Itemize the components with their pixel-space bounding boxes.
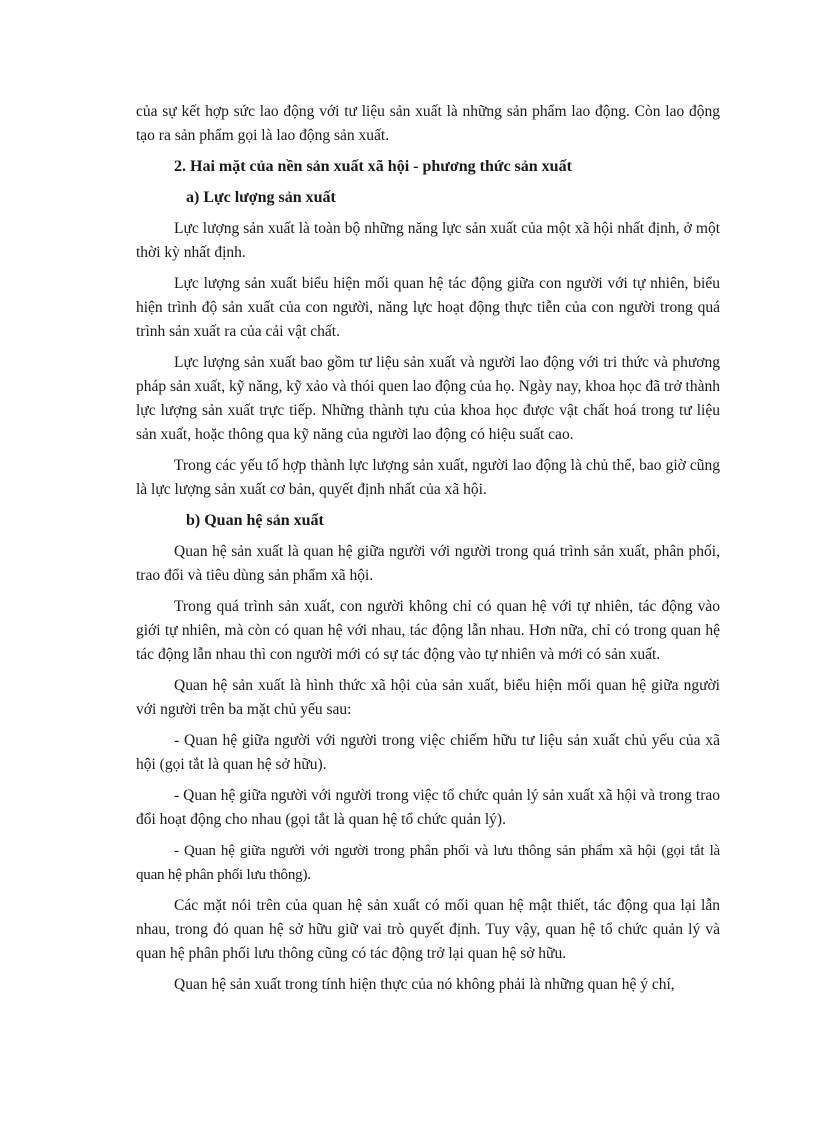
- page-content: [136, 100, 720, 1004]
- paragraph: Quan hệ sản xuất là quan hệ giữa người với người trong quá trình sản xuất, phân phối, trao đổi và tiêu dùng sản phẩm xã hội.: [136, 543, 720, 584]
- paragraph: Lực lượng sản xuất biểu hiện mối quan hệ tác động giữa con người với tự nhiên, biểu hiện trình độ sản xuất của con người, năng lực hoạt động thực tiễn của con người trong quá trình sản xuất ra của cải vật chất.: [136, 275, 720, 340]
- list-paragraph: - Quan hệ giữa người với người trong phân phối và lưu thông sản phẩm xã hội (gọi tắt là quan hệ phân phối lưu thông).: [136, 843, 720, 883]
- paragraph: Lực lượng sản xuất là toàn bộ những năng lực sản xuất của một xã hội nhất định, ở một thời kỳ nhất định.: [136, 220, 720, 261]
- subsection-heading-b: b) Quan hệ sản xuất: [186, 512, 324, 529]
- list-paragraph: - Quan hệ giữa người với người trong việc tổ chức quản lý sản xuất xã hội và trong trao đổi hoạt động cho nhau (gọi tắt là quan hệ tổ chức quản lý).: [136, 787, 720, 828]
- paragraph-continued: của sự kết hợp sức lao động với tư liệu sản xuất là những sản phẩm lao động. Còn lao động tạo ra sản phẩm gọi là lao động sản xuất.: [136, 103, 720, 144]
- subsection-heading-a: a) Lực lượng sản xuất: [186, 189, 336, 206]
- paragraph: Lực lượng sản xuất bao gồm tư liệu sản xuất và người lao động với tri thức và phương pháp sản xuất, kỹ năng, kỹ xảo và thói quen lao động của họ. Ngày nay, khoa học đã trở thành lực lượng sản xuất trực tiếp. Những thành tựu của khoa học được vật chất hoá trong tư liệu sản xuất, hoặc thông qua kỹ năng của người lao động có hiệu suất cao.: [136, 354, 720, 443]
- paragraph-truncated: Quan hệ sản xuất trong tính hiện thực của nó không phải là những quan hệ ý chí,: [174, 976, 675, 993]
- paragraph: Quan hệ sản xuất là hình thức xã hội của sản xuất, biểu hiện mối quan hệ giữa người với người trên ba mặt chủ yếu sau:: [136, 677, 720, 718]
- list-paragraph: - Quan hệ giữa người với người trong việc chiếm hữu tư liệu sản xuất chủ yếu của xã hội (gọi tắt là quan hệ sở hữu).: [136, 732, 720, 773]
- paragraph: Trong quá trình sản xuất, con người không chỉ có quan hệ với tự nhiên, tác động vào giới tự nhiên, mà còn có quan hệ với nhau, tác động lẫn nhau. Hơn nữa, chỉ có trong quan hệ tác động lẫn nhau thì con người mới có sự tác động vào tự nhiên và mới có sản xuất.: [136, 598, 720, 663]
- paragraph: Trong các yếu tố hợp thành lực lượng sản xuất, người lao động là chủ thể, bao giờ cũng là lực lượng sản xuất cơ bản, quyết định nhất của xã hội.: [136, 457, 720, 498]
- paragraph: Các mặt nói trên của quan hệ sản xuất có mối quan hệ mật thiết, tác động qua lại lẫn nhau, trong đó quan hệ sở hữu giữ vai trò quyết định. Tuy vậy, quan hệ tổ chức quản lý và quan hệ phân phối lưu thông cũng có tác động trở lại quan hệ sở hữu.: [136, 897, 720, 962]
- section-heading: 2. Hai mặt của nền sản xuất xã hội - phương thức sản xuất: [174, 158, 572, 175]
